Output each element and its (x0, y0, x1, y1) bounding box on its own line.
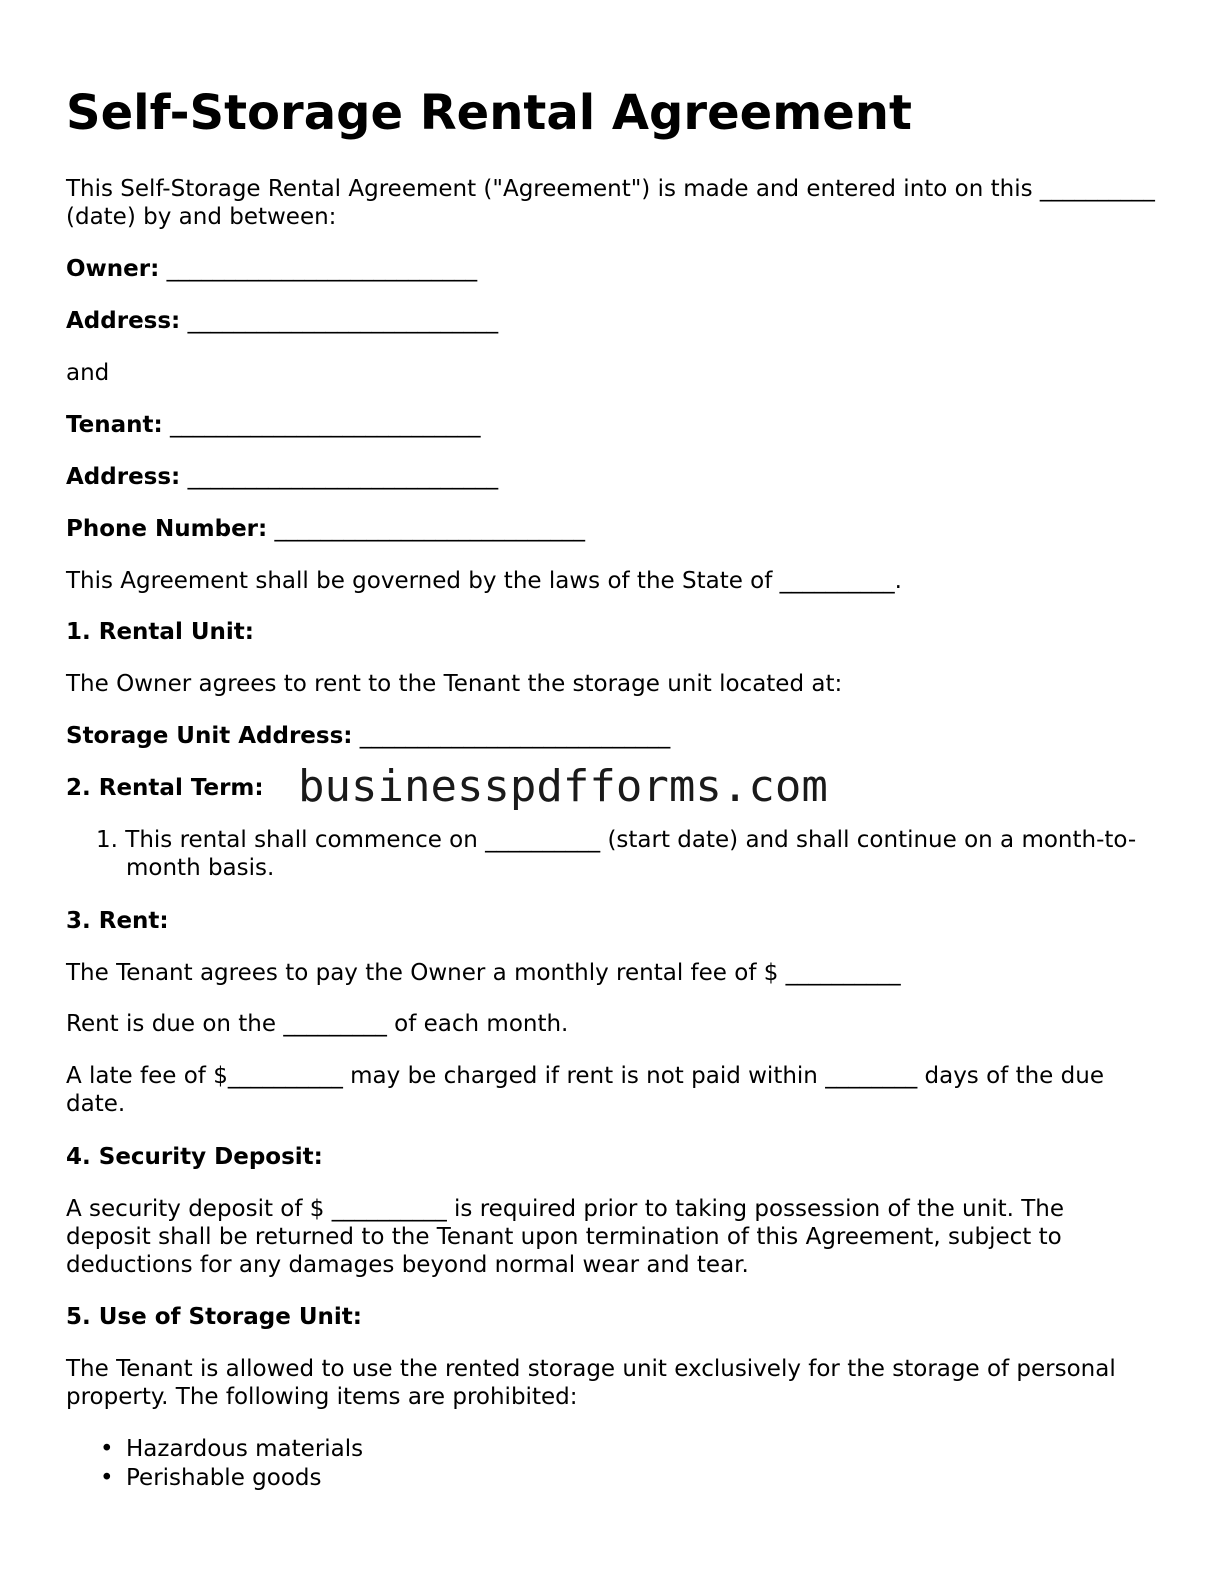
intro-paragraph: This Self-Storage Rental Agreement ("Agreement") is made and entered into on this __________ (date) by and between: (66, 176, 1155, 230)
owner-blank: ___________________________ (166, 256, 478, 282)
tenant-blank: ___________________________ (170, 412, 481, 438)
tenant-address-line (66, 463, 1156, 491)
tenant-label: Tenant: (66, 412, 163, 438)
list-item-text: This rental shall commence on __________ (start date) and shall continue on a month-to-month basis. (125, 827, 1137, 881)
section3-heading: 3. Rent: (66, 908, 169, 934)
phone-label: Phone Number: (66, 516, 268, 542)
phone-blank: ___________________________ (274, 516, 586, 542)
section4-heading: 4. Security Deposit: (66, 1144, 323, 1170)
tenant-address-blank: ___________________________ (187, 464, 499, 490)
bullet-icon: • (100, 1465, 114, 1491)
rent-due: Rent is due on the _________ of each month. (66, 1011, 569, 1037)
storage-address-label: Storage Unit Address: (66, 723, 353, 749)
owner-address-label: Address: (66, 308, 181, 334)
tenant-line (66, 411, 1156, 439)
owner-address-blank: ___________________________ (187, 308, 499, 334)
bullet-icon: • (100, 1436, 114, 1462)
section1-text: The Owner agrees to rent to the Tenant the storage unit located at: (66, 671, 843, 697)
owner-label: Owner: (66, 256, 160, 282)
rent-fee: The Tenant agrees to pay the Owner a monthly rental fee of $ __________ (66, 960, 901, 986)
section5-heading: 5. Use of Storage Unit: (66, 1304, 362, 1330)
owner-line (66, 255, 1156, 283)
section1-heading: 1. Rental Unit: (66, 619, 254, 645)
deposit-text: A security deposit of $ __________ is required prior to taking possession of the unit. The deposit shall be returned to the Tenant upon termination of this Agreement, subject to deductions for any damages beyond normal wear and tear. (66, 1196, 1065, 1278)
governing-law: This Agreement shall be governed by the laws of the State of __________. (66, 568, 902, 594)
prohibited-item: Perishable goods (126, 1465, 322, 1491)
owner-address-line (66, 307, 1156, 335)
use-text: The Tenant is allowed to use the rented storage unit exclusively for the storage of personal property. The following items are prohibited: (66, 1356, 1116, 1410)
phone-line (66, 515, 1156, 543)
and-text: and (66, 360, 110, 386)
storage-address-line (66, 722, 1156, 750)
list-item-number: 1. (96, 827, 118, 853)
late-fee: A late fee of $__________ may be charged if rent is not paid within ________ days of the due date. (66, 1063, 1104, 1117)
storage-address-blank: ___________________________ (359, 723, 671, 749)
section2-heading: 2. Rental Term: (66, 775, 264, 801)
page-title: Self-Storage Rental Agreement (66, 85, 912, 141)
list-item (100, 1435, 363, 1463)
prohibited-item: Hazardous materials (126, 1436, 364, 1462)
section2-list-item (96, 826, 1176, 882)
list-item (100, 1464, 321, 1492)
tenant-address-label: Address: (66, 464, 181, 490)
watermark: businesspdfforms.com (298, 761, 828, 812)
